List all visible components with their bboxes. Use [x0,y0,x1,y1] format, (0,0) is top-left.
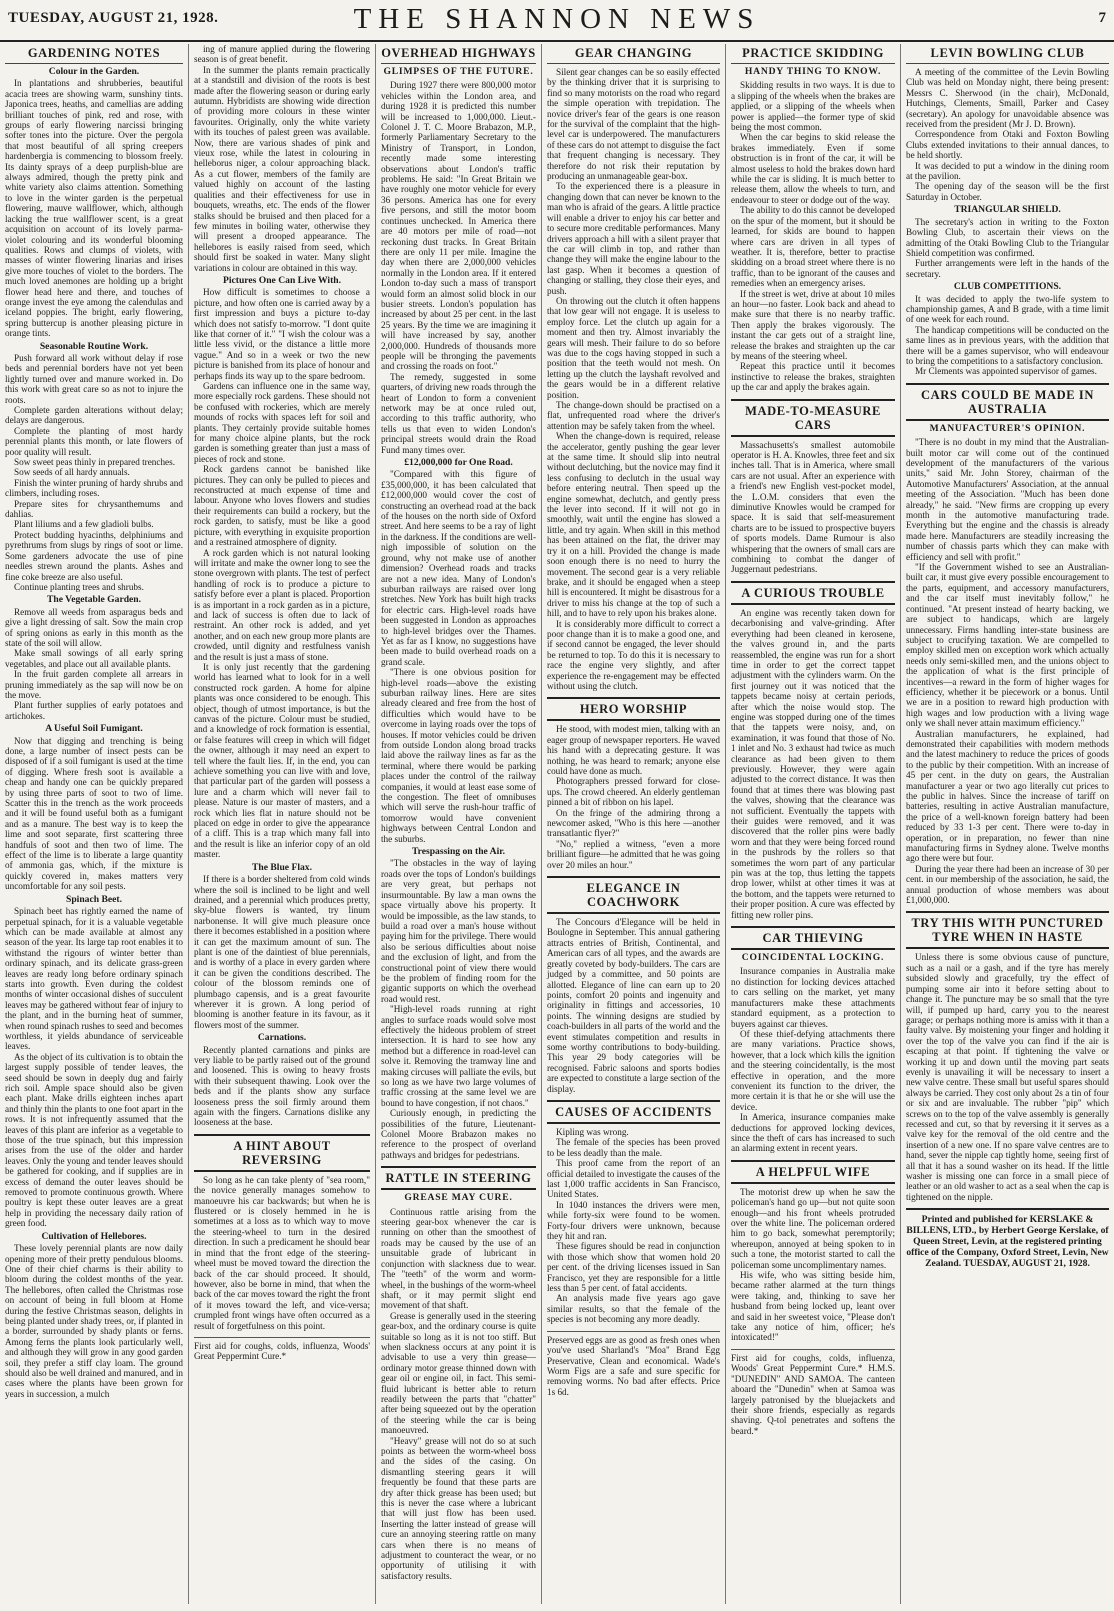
paragraph: Skidding results in two ways. It is due to a slipping of the wheels when the brakes are applied, or a slipping of the wheels when power is applied—the former type of skid being the most common. [731,80,895,133]
paragraph: Correspondence from Otaki and Foxton Bowling Clubs extended invitations to their annual dances, to be held shortly. [906,129,1109,161]
article [731,1160,895,1343]
paragraph: Protect budding hyacinths, delphiniums and pyrethrums from slugs by rings of soot or lime. Some gardeners advocate the use of pine needles strewn around the plants. Ashes and fine coke breeze are also useful. [5,529,183,582]
paragraph: "High-level roads running at right angles to surface roads would solve most effectively the hideous problem of street intersection. It is hard to see how any method but a difference in road-level can solve it. Removing the tramway line and making circuses will palliate the evils, but so long as we have two large volumes of traffic crossing at the same level we are bound to have congestion, if not chaos." [381,1004,536,1108]
article-headline: OVERHEAD HIGHWAYS [381,44,536,64]
article [194,1134,370,1331]
article-headline: CAUSES OF ACCIDENTS [547,1100,720,1124]
article-headline: RATTLE IN STEERING [381,1166,536,1190]
paragraph: Rock gardens cannot be banished like pictures. They can only be pulled to pieces and reconstructed at much expense of time and labour. Anyone who loves flowers and studies their requirements can build a rockery, but the rock garden, to satisfy, must be like a good picture, with everything in exquisite proportion and a restrained atmosphere of dignity. [194,464,370,548]
paragraph: "Compared with this figure of £35,000,000, it has been calculated that £12,000,000 would cover the cost of constructing an overhead road at the back of the houses on the north side of Oxford street. And here seems to be a ray of light in the darkness. If the conditions are well-nigh impossible of solution on the ground, why not make use of another dimension? Overhead roads and tracks are not a new idea. Many of London's suburban railways are raised over long stretches. New York has built high tracks for electric cars. High-level roads have been suggested in London as approaches to high-level bridges over the Thames. Yet as far as I know, no suggestions have been made to build overhead roads on a grand scale. [381,469,536,667]
column-1 [0,44,188,1606]
section-heading: Seasonable Routine Work. [39,340,149,352]
paragraph: Complete garden alterations without delay; delays are dangerous. [5,405,183,426]
paragraph: He stood, with modest mien, talking with an eager group of newspaper reporters. He waved his hand with a deprecating gesture. It was nothing, he was heard to remark; anyone else could have done as much. [547,724,720,776]
article-subheadline: GREASE MAY CURE. [404,1192,513,1204]
section-heading: Carnations. [257,1032,307,1044]
article-headline: ELEGANCE IN COACHWORK [547,876,720,914]
paragraph: To the experienced there is a pleasure in changing down that can never be known to the man who is afraid of the gears. A little practice will enable a driver to enjoy his car better and to secure more creditable performances. Many drivers approach a hill with a silent prayer that the car will climb in top, and rather than change they will make the engine labour to the last gasp. When it becomes a question of changing or stalling, they close their eyes, and push. [547,181,720,296]
paragraph: Further arrangements were left in the hands of the secretary. [906,258,1109,279]
paragraph: If there is a border sheltered from cold winds where the soil is inclined to be light and well drained, and a perennial which produces pretty, sky-blue flowers is wanted, try linum narbonense. It will give much pleasure once there it becomes established in a position where it can get the maximum amount of sun. The plant is one of the daintiest of blue perennials, and is worthy of a place in every garden where it can be given the conditions described. The colour of the blossom reminds one of plumbago capensis, and is a great favourite wherever it is grown. A long period of blooming is another feature in its favour, as it flowers most of the summer. [194,874,370,1030]
paragraph: So long as he can take plenty of "sea room," the novice generally manages somehow to manoeuvre his car backwards; but when he is flustered or is closely hemmed in he is sometimes at a loss as to which way to move the steering-wheel to turn in the desired direction. In such a predicament he should bear in mind that the front edge of the steering-wheel must be moved toward the direction the back of the car should proceed. It should, however, also be borne in mind, that when the back of the car moves toward the right the front of it moves toward the left, and vice-versa; crumpled front wings have often occurred as a result of forgetfulness on this point. [194,1174,370,1331]
advert-notice: First aid for coughs, colds, influenza, Woods' Great Peppermint Cure.* H.M.S. "DUNEDIN" AND SAMOA. The canteen aboard the "Dunedin" when at Samoa was largely patronised by the bluejackets and their shore friends, especially as regards shaving. Q-tol penetrates and softens the beard.* [731,1349,895,1436]
paragraph: Australian manufacturers, he explained, had demonstrated their capabilities with modern methods and the latest machinery to reduce the prices of goods to the public by their competition. With an increase of 45 per cent. in the duty on gears, the Australian manufacturer a year or two ago literally cut prices to the public in halves. Since the increase of tariff on batteries, resulting in active Australian manufacture, the price of a well-known foreign battery had been reduced by 33 1-3 per cent. There were to-day in operation, or in preparation, no fewer than nine manufacturing firms in Sydney alone. Twelve months ago there were but four. [906,728,1109,864]
paragraph: It is considerably more difficult to correct a poor change than it is to make a good one, and if second cannot be engaged, the lever should be returned to top. To do this it is necessary to race the engine very slightly, and after experience the re-engagement may be effected without using the clutch. [547,618,720,691]
article-headline: A HELPFUL WIFE [731,1160,895,1184]
paragraph: These figures should be read in conjunction with those which show that women hold 20 per cent. of the driving licenses issued in San Francisco, yet they are responsible for a little less than 5 per cent. of fatal accidents. [547,1241,720,1294]
paragraph: The remedy, suggested in some quarters, of driving new roads through the heart of London to form a convenient network may be at once ruled out, according to this traffic authority, who tells us that even to widen London's principal streets would drain the Road Fund many times over. [381,371,536,455]
paragraph: Repeat this practice until it becomes instinctive to release the brakes, straighten up the car and apply the brakes again. [731,361,895,393]
paragraph: Now that digging and trenching is being done, a large number of insect pests can be disposed of if a soil fumigant is used at the time of digging. Where fresh soot is available a cheap and handy one can be quickly prepared by using three parts of soot to two of lime. Scatter this in the trench as the work proceeds and it will be found useful both as a fumigant and as a manure. The best way is to keep the lime and soot separate, first scattering three handfuls of soot and then two of lime. The effect of the lime is to liberate a large quantity of ammonia gas, which, if the mixture is quickly covered in, makes matters very uncomfortable for any soil pests. [5,735,183,892]
paragraph: These lovely perennial plants are now daily opening more of their pretty pendulous blooms. One of their chief charms is their ability to bloom during the coldest months of the year. The hellebores, often called the Christmas rose on account of being in full bloom at Home during the festive Christmas season, delights in being planted under shady trees, or, if planted in a border, surrounded by shady plants or ferns. Among ferns the plants look particularly well, and although they will grow in any good garden soil, they prefer a stiff clay loam. The ground should also be well drained and manured, and in cases where the plants have been grown for years in succession, a mulch [5,1243,183,1399]
paragraph: The Concours d'Elegance will be held in Boulogne in September. This annual gathering attracts entries of British, Continental, and American cars of all types, and the awards are greatly coveted by body-builders. The cars are judged by a committee, and 50 points are allotted. Elegance of line can earn up to 20 points, comfort 20 points and ingenuity and originality in fittings and accessories, 10 points. The winning designs are studied by coach-builders in all parts of the world and the event stimulates competition and results in some worthy contributions to body-building. This year 29 body categories will be recognised. Fabric saloons and sports bodies are expected to constitute a large section of the display. [547,917,720,1094]
section-heading: The Vegetable Garden. [46,594,142,606]
paragraph: Unless there is some obvious cause of puncture, such as a nail or a gash, and if the tyre has merely subsided slowly and gracefully, try the effect of pumping some air into it before setting about to change it. The puncture may be so small that the tyre will, if pumped up hard, carry you to the nearest garage; or perhaps nothing more is amiss with it than a faulty valve. By moistening your finger and holding it over the top of the valve you can find if the air is escaping at that point. If tightening the valve or working it up and down until the moving part seats evenly is unavailing it will be necessary to insert a new valve centre. These small but useful spares should always be carried. They cost only about 2s a tin of four or six and are invaluable. The rubber "pip" which screws on to the top of the valve assembly is generally recessed and cut, so that by reversing it it serves as a valve key for the removal of the old centre and the insertion of a new one. If no spare valve centres are to hand, sever the nipple cap tightly home, seeing first of all that it has a sound washer on its head. If the little washer is missing one can force in a small piece of leather or an old washer to act as a seal when the cap is tightened on the nipple. [906,952,1109,1202]
paragraph: Silent gear changes can be so easily effected by the thinking driver that it is surprising to find so many motorists on the road who regard the simple operation with trepidation. The novice driver's fear of the gears is one reason for the survival of the complaint that the high-level car is underpowered. The manufacturers of these cars do not attempt to disguise the fact that frequent changing is necessary. They therefore do not risk their reputation by producing an unmanageable gear-box. [547,67,720,182]
paragraph: In 1040 instances the drivers were men, while forty-six were found to be women. Forty-four drivers were unknown, because they hit and ran. [547,1199,720,1242]
article-headline: GARDENING NOTES [5,44,183,64]
paragraph: "No," replied a witness, "even a more brilliant figure—he admitted that he was going over 20 miles an hour." [547,838,720,870]
paragraph: A meeting of the committee of the Levin Bowling Club was held on Monday night, there being present: Messrs C. Sherwood (in the chair), McDonald, Hutchings, Clements, Smaill, Parker and Casey (secretary). An apology for unavoidable absence was received from the president (Mr J. D. Brown). [906,67,1109,130]
paragraph: "There is one obvious position for high-level roads—above the existing suburban railway lines. Here are sites already cleared and free from the host of difficulties which would have to be overcome in laying roads over the tops of houses. If motor vehicles could be driven from outside London along broad tracks laid above the railway lines as far as the terminal, where there would be parking places under the control of the railway companies, it would at least ease some of the congestion. The fleet of omnibuses which will serve the rush-hour traffic of tomorrow would have convenient highways between Central London and the suburbs. [381,667,536,844]
article-subheadline: MANUFACTURER'S OPINION. [929,422,1086,434]
article-headline: HERO WORSHIP [547,697,720,721]
article-subheadline: GLIMPSES OF THE FUTURE. [383,66,534,77]
paragraph: Continue planting trees and shrubs. [14,581,144,592]
article [547,876,720,1094]
paragraph: It was decided to apply the two-life system to championship games, A and B grade, with a time limit of one week for each round. [906,293,1109,325]
paragraph: It was decided to put a window in the dining room at the pavilion. [906,160,1109,182]
paragraph: "There is no doubt in my mind that the Australian-built motor car will come out of the continued development of the manufacturers of the various units," said Mr. John Storey, chairman of the Automotive Manufacturers' Association, at the annual meeting of the Association. "Much has been done already," he said. "New firms are cropping up every month in the automotive manufacturing trade. Everything but the engine and the chassis is already made here. Manufacturers are steadily increasing the number of chassis parts which they can make with efficiency and sell with profit." [906,437,1109,562]
column-2 [189,44,375,1606]
paragraph: The secretary's action in writing to the Foxton Bowling Club, to ascertain their views on the admitting of the Otaki Bowling Club to the Triangular Shield competition was confirmed. [906,216,1109,258]
section-heading: Pictures One Can Live With. [222,274,342,286]
paragraph: This proof came from the report of an official detailed to investigate the causes of the last 1,000 traffic accidents in San Francisco, United States. [547,1158,720,1200]
paragraph: Make small sowings of all early spring vegetables, and place out all available plants. [5,648,183,669]
section-heading: CLUB COMPETITIONS. [953,281,1062,293]
article-headline: CAR THIEVING [731,926,895,950]
paragraph: The change-down should be practised on a flat, unfrequented road where the driver's attention may be safely taken from the wheel. [547,400,720,431]
paragraph: As the object of its cultivation is to obtain the largest supply possible of tender leaves, the seed should be sown in deeply dug and fairly rich soil. Ample space should also be given each plant. Make drills eighteen inches apart and thinly thin the plants to one foot apart in the rows. It is not infrequently assumed that the leaves of this plant are inferior as a vegetable to those of the true spinach, but this impression arises from the use of the older and harder leaves. Only the young and tender leaves should be gathered for cooking, and if supplies are in excess of demand the outer leaves should be removed to promote continuous growth. Where poultry is kept these outer leaves are a great help in providing the necessary daily ration of green food. [5,1051,183,1229]
paragraph: Recently planted carnations and pinks are very liable to be partly raised out of the ground and loosened. This is owing to heavy frosts with their subsequent thawing. Look over the beds and if the plants show any surface looseness press the soil firmly around them again with the fingers. Carnations dislike any looseness at the base. [194,1044,370,1128]
paragraph: The motorist drew up when he saw the policeman's hand go up—but not quite soon enough—and his front wheels protruded over the white line. The policeman ordered him to go back, somewhat peremptorily; whereupon, annoyed at being spoken to in such a tone, the motorist started to call the policeman some uncomplimentary names. [731,1186,895,1270]
paragraph: His wife, who was sitting beside him, became rather alarmed at the turn things were taking, and, thinking to save her husband from being locked up, leant over and said in her sweetest voice, "Please don't take any notice of him, officer; he's intoxicated!" [731,1270,895,1343]
article-headline: A CURIOUS TROUBLE [731,581,895,605]
article-headline: A HINT ABOUT REVERSING [194,1134,370,1172]
article [547,1100,720,1325]
article-headline: GEAR CHANGING [547,44,720,64]
article-subheadline: HANDY THING TO KNOW. [744,66,882,77]
column-6 [901,44,1114,1606]
paragraph: Insurance companies in Australia make no distinction for locking devices attached to cars selling on the market, yet many manufacturers make these attachments standard equipment, as a protection to buyers against car thieves. [731,966,895,1029]
article [547,697,720,870]
paragraph: The opening day of the season will be the first Saturday in October. [906,181,1109,202]
paragraph: Plant liliums and a few gladioli bulbs. [14,519,154,530]
paragraph: Plant further supplies of early potatoes and artichokes. [5,700,183,721]
paragraph: Sow sweet peas thinly in prepared trenches. [14,457,175,468]
paragraph: The ability to do this cannot be developed on the spur of the moment, but it should be learned, for skids are bound to happen where cars are driven in all types of weather. It is, therefore, better to practise skidding on a broad street where there is no traffic, than to be ignorant of the causes and remedies when an emergency arises. [731,205,895,289]
article [906,911,1109,1202]
section-heading: Spinach Beet. [66,893,122,905]
article-headline: TRY THIS WITH PUNCTURED TYRE WHEN IN HASTE [906,911,1109,949]
paragraph: How difficult is sometimes to choose a picture, and how often one is carried away by a first impression and buys a picture to-day which does not satisfy to-morrow. "I dont quite like that corner of it." "I wish the colour was a little less vivid, or the distance a little more vague." And so in a week or two the new picture is banished from its place of honour and perhaps finds its way up to the spare bedroom. [194,287,370,381]
article [5,44,183,1399]
advert-notice: First aid for coughs, colds, influenza, Woods' Great Peppermint Cure.* [194,1337,370,1362]
section-heading: TRIANGULAR SHIELD. [954,204,1061,216]
paragraph: Of these thief-defying attachments there are many variations. Practice shows, however, that a lock which kills the ignition and the steering coincidentally, is the most effective in operation, and the more convenient its function to the driver, the more certain it is that he or she will use the device. [731,1028,895,1112]
article [731,926,895,1154]
imprint-notice: Printed and published for KERSLAKE & BILLENS, LTD., by Herbert George Kerslake, of Queen Street, Levin, at the registered printing office of the Company, Oxford Street, Levin, New Zealand. TUESDAY, AUGUST 21, 1928. [906,1208,1109,1269]
article-headline: LEVIN BOWLING CLUB [906,44,1109,64]
paragraph: Massachusetts's smallest automobile operator is H. A. Knowles, three feet and six inches tall. That is in America, where small cars are not usual. After an experience with a friend's new English vest-pocket model, the L.O.M. considers that even the diminutive Knowles would be cramped for space. It is said that self-measurement charts are to be issued to prospective buyers of sports models. Dame Rumour is also whispering that the owners of small cars are combining to combat the danger of Juggernaut pedestrians. [731,439,895,575]
article [194,44,370,1128]
article [381,1166,536,1581]
paragraph: When the car begins to skid release the brakes immediately. Even if some obstruction is in front of the car, it will be almost useless to hold the brakes down hard while the car is sliding. It is much better to release them, allow the wheels to turn, and endeavour to steer or dodge out of the way. [731,132,895,205]
paragraph: If the street is wet, drive at about 10 miles an hour—no faster. Look back and ahead to make sure that there is no nearby traffic. Then apply the brakes vigorously. The instant the car gets out of a straight line, release the brakes and straighten up the car by means of the steering wheel. [731,288,895,361]
paragraph: Kipling was wrong. [556,1126,629,1137]
article-headline: CARS COULD BE MADE IN AUSTRALIA [906,383,1109,421]
section-heading: Trespassing on the Air. [411,846,506,858]
section-heading: £12,000,000 for One Road. [404,457,513,469]
paragraph: "The obstacles in the way of laying roads over the tops of London's buildings are very great, but perhaps not insurmountable. By law a man owns the space virtually above his property. It would be impossible, as the law stands, to build a road over a man's house without paying him for the privilege. There would also be serious difficulties about noise and the exclusion of light, and from the constructional point of view there would be the problem of finding room for the gigantic supports on which the overhead road would rest. [381,858,536,1004]
article [731,581,895,920]
paragraph: It is only just recently that the gardening world has learned what to look for in a well constructed rock garden. A home for alpine plants was once considered to be enough. This object, though of utmost importance, is but the canvas of the picture. Colour must be studied, and a knowledge of rock formation is essential, or false features will creep in which will fidget the owner, although it may need an expert to tell where the fault lies. If, in the end, you can achieve something you can live with and love, that particular part of the garden will possess a lure and a charm which will never fail to please. Nature is our master of masters, and a rock which lies flat in nature should not be placed on edge in order to give the appearance of a cliff. This is a trap which many fall into and the result is like an inferior copy of an old master. [194,661,370,860]
paragraph: Mr Clements was appointed supervisor of games. [915,366,1097,377]
paragraph: "Heavy" grease will not do so at such points as between the worm-wheel boss and the sides of the casing. On dismantling steering gears it will frequently be found that these parts are dry after thick grease has been used; but this is never the case where a lubricant that will just flow has been used. Inserting the latter instead of grease will cure an annoying steering rattle on many cars when there is no means of adjustment to counteract the wear, or no opportunity of utilising it with satisfactory results. [381,1435,536,1581]
article-subheadline: COINCIDENTAL LOCKING. [741,952,885,964]
paragraph: During 1927 there were 800,000 motor vehicles within the London area, and during 1928 it is predicted this number will be increased to 1,000,000. Lieut.-Colonel J. T. C. Moore Brabazon, M.P., formerly Parliamentary Secretary to the Ministry of Transport, in London, recently made some interesting observations about London's traffic problems. He said: "In Great Britain we have roughly one motor vehicle for every 36 persons. America has one for every five persons, and still the motor boom continues unchecked. In America there are 40 motors per mile of road—not reckoning dust tracks. In Great Britain there are only 11 per mile. Imagine the day when there are 2,000,000 vehicles normally in the London area. If it entered London to-day such a mass of transport would form an almost solid block in our busier streets. London's population has increased by about 25 per cent. in the last 25 years. By the time we are imagining it will have increased by say, another 2,000,000. Hundreds of thousands more people will be thronging the pavements and crossing the roads on foot." [381,80,536,372]
paragraph: Prepare sites for chrysanthemums and dahlias. [5,498,183,520]
paragraph: In the summer the plants remain practically at a standstill and division of the roots is best made after the flowering season or during early autumn. Hybridists are showing wide direction of providing more colours in these winter favourites. Originally, only the white variety with its touches of palest green was available. Now, there are various shades of pink and vieux rose, while the latest in colouring in helleborus niger, a colour approaching black. As a cut flower, members of the family are valued highly on account of the lasting qualities and their effectiveness for use in bouquets, wreaths, etc. The ends of the flower stalks should be bruised and then placed for a few minutes in boiling water, otherwise they will present a drooped appearance. The hellebores is easily raised from seed, which should first be soaked in water. Many slight variations in colour are obtained in this way. [194,64,370,273]
paragraph: "If the Government wished to see an Australian-built car, it must give every possible encouragement to the parts, equipment, and accessory manufacturers, and the car itself must inevitably follow," he continued. "At present instead of hearty backing, we are subject to handicaps, which are largely unnecessary. Firms handling inter-state business are subject to crucifying taxation. We are compelled to employ skilled men on exception work which actually needs only semi-skilled men, and the unions object to the application of what is the first principle of incentives—a reward in the form of higher wages for efficiency, whether it be piecework or a bonus. Until we are in a position to reward high production with high wages and low production with a living wage only we shall never attain maximum efficiency." [906,562,1109,729]
article [906,383,1109,906]
paragraph: On the fringe of the admiring throng a newcomer asked, "Who is this here —another transatlantic flyer?" [547,807,720,839]
section-heading: Cultivation of Hellebores. [41,1230,147,1242]
issue-date: TUESDAY, AUGUST 21, 1928. [8,10,219,26]
article [547,44,720,691]
column-4 [542,44,725,1606]
paragraph: When the change-down is required, release the accelerator, gently pushing the gear lever at the same time. It should slip into neutral without declutching, but the novice may find it less confusing to declutch in the usual way before entering neutral. Then speed up the engine somewhat, declutch, and gently press the lever into second. If it will not go in smoothly, wait until the engine has slowed a little, and try again. When skill in this method has been attained on the flat, the driver may try it on a hill. Provided the change is made soon enough there is no need to hurry the movement. The second gear is a very reliable brake, and it should be engaged when a steep hill is encountered. It might be disastrous for a driver to miss his change at the top of such a hill, and to have to rely upon his brakes alone. [547,431,720,619]
column-3 [376,44,541,1606]
page-number: 7 [1098,10,1106,26]
article [731,44,895,393]
column-5 [726,44,900,1606]
paragraph: The female of the species has been proved to be less deadly than the male. [547,1137,720,1158]
paragraph: Continuous rattle arising from the steering gear-box whenever the car is running on other than the smoothest of roads may be caused by the use of an unsuitable grade of lubricant in conjunction with slackness due to wear. The "teeth" of the worm and worm-wheel, in the bushings of the worm-wheel shaft, or it may permit slight end movement of that shaft. [381,1206,536,1311]
paragraph: Complete the planting of most hardy perennial plants this month, or late flowers of poor quality will result. [5,425,183,457]
paragraph: In America, insurance companies make deductions for approved locking devices, since the theft of cars has increased to such an alarming extent in recent years. [731,1112,895,1154]
section-heading: The Blue Flax. [252,861,312,873]
article [731,399,895,575]
section-heading: Colour in the Garden. [48,66,140,77]
article-headline: MADE-TO-MEASURE CARS [731,399,895,437]
section-heading: A Useful Soil Fumigant. [45,723,143,735]
paragraph: Curiously enough, in predicting the possibilities of the future, Lieutenant-Colonel Moore Brabazon makes no reference to the prospect of overland pathways and bridges for pedestrians. [381,1108,536,1160]
paragraph: An analysis made five years ago gave similar results, so that the female of the species is not becoming any more deadly. [547,1293,720,1325]
paragraph: In plantations and shrubberies, beautiful acacia trees are showing warm, sunshiny tints. Japonica trees, heaths, and camellias are adding brilliant touches of pink, red and rose, with groups of early flowering narcissi bringing softer tones into the picture. Over the pergola that most beautiful of all spring creepers hardenbergia is commencing to blossom freely. Its dainty sprays of a deep purplish-blue are always admired, though the pretty pink and white variety also claims attention. Something to love in the winter garden is the perpetual flowering, mauve wallflower, which, although lacking the true wallflower scent, is a great acquisition on account of its lovely parma-violet colouring and its wonderful blooming qualities. Rows and clumps of violets, with masses of winter flowering linarias and irises give more touches of violet to the borders. The much loved anemones are holding up a bright flower head here and there, and touches of orange invest the eye among the calendulas and iceland poppies. The bright, early flowering, spring buttercup is another pleasing picture in orange tints. [5,78,183,339]
paragraph: An engine was recently taken down for decarbonising and valve-grinding. After everything had been cleaned in kerosene, the valves ground in, and the parts reassembled, the engine was run for a short time in order to get the correct tappet adjustment with the cylinders warm. On the first journey out it was noticed that the tappets became noisy at certain periods, after which the noise would stop. The engine was stopped during one of the times that the tappets were noisy, and, on examination, it was found that those of No. 1 inlet and No. 3 exhaust had twice as much clearance as had been given to them previously. However, they were again adjusted to the correct distance. It was then found that at times there was blowing past the valves, showing that the clearance was not sufficient. Eventually the tappets with their guides were removed, and it was discovered that the roller pins were badly worn and that they were being forced round in the pushrods by the rollers so that sometimes the worn part of any particular pin was at the top, thus letting the tappets drop lower, whilst at other times it was at the bottom, and the tappets were returned to their proper position. A cure was effected by fitting new roller pins. [731,607,895,920]
paragraph: Remove all weeds from asparagus beds and give a light dressing of salt. Sow the main crop of spring onions as early in this month as the state of the soil will allow. [5,606,183,648]
article [381,44,536,1160]
paragraph: Grease is generally used in the steering gear-box, and the ordinary course is quite suitable so long as it is not too stiff. But when slackness occurs at any point it is advisable to use a very thin grease—ordinary motor grease thinned down with gear oil or engine oil, in fact. This semi-fluid lubricant is better able to return readily between the parts that "chatter" after being squeezed out by the operation of the steering while the car is being manoeuvred. [381,1310,536,1436]
paragraph: The handicap competitions will be conducted on the same lines as in previous years, with the addition that there will be a games supervisor, who will endeavour to bring the competitions to a satisfactory conclusion. [906,324,1109,366]
masthead [0,0,1114,42]
article [906,44,1109,377]
paragraph: Gardens can influence one in the same way, more especially rock gardens. These should not be confused with rockeries, which are merely mounds of rocks with spaces left for soil and plants. They certainly provide suitable homes for many choice alpine plants, but the rock garden is something greater than just a mass of pieces of rock and stone. [194,381,370,464]
paragraph: Spinach beet has rightly earned the name of perpetual spinach, for it is a valuable vegetable which can be made available at almost any season of the year. Its large tap root enables it to withstand the rigours of winter better than ordinary spinach, and its delicate grass-green leaves are ready long before ordinary spinach starts into growth. Even during the coldest months of winter occasional dishes of succulent leaves may be gathered without fear of injury to the plant, and in the burning heat of summer, when round spinach rushes to seed and becomes worthless, it yields abundance of serviceable leaves. [5,906,183,1052]
paragraph: Sow seeds of all hardy annuals. [14,467,130,478]
advert-notice: Preserved eggs are as good as fresh ones when you've used Sharland's "Moa" Brand Egg Preservative, Clean and economical. Wade's Worm Figs are a safe and sure specific for removing worms. No bad after effects. Price 1s 6d. [547,1331,720,1397]
article-headline: PRACTICE SKIDDING [731,44,895,64]
paragraph: In the fruit garden complete all arrears in pruning immediately as the sap will now be on the move. [5,669,183,700]
paragraph: ing of manure applied during the flowering season is of great benefit. [194,44,370,65]
paragraph: Finish the winter pruning of hardy shrubs and climbers, including roses. [5,477,183,499]
paragraph: Photographers pressed forward for close-ups. The crowd cheered. An elderly gentleman pinned a bit of ribbon on his lapel. [547,776,720,808]
paragraph: Push forward all work without delay if rose beds and perennial borders have not yet been lightly turned over and manure worked in. Do this work with great care so as not to injure the roots. [5,352,183,405]
newspaper-title: THE SHANNON NEWS [353,3,761,35]
paragraph: On throwing out the clutch it often happens that low gear will not engage. It is useless to employ force. Let the clutch up again for a moment and then try. Almost invariably the gears will mesh. Their failure to do so before was due to the cogs having stopped in such a position that the teeth would not mesh. On letting up the clutch the layshaft revolved and the gears would be in a different relative position. [547,295,720,400]
paragraph: During the year there had been an increase of 30 per cent. in our membership of the association, he said, the annual production of whose members was about £1,000,000. [906,863,1109,906]
paragraph: A rock garden which is not natural looking will irritate and make the owner long to see the stone overgrown with plants. The test of perfect handling of rock is to produce a picture to satisfy before ever a plant is placed. Proportion is as important in a rock garden as in a picture, and lack of success is often due to lack of restraint. An other rock is added, and yet another, and on each new group more plants are crowded, until dignity and restfulness vanish and the result is just a mass of stone. [194,547,370,662]
